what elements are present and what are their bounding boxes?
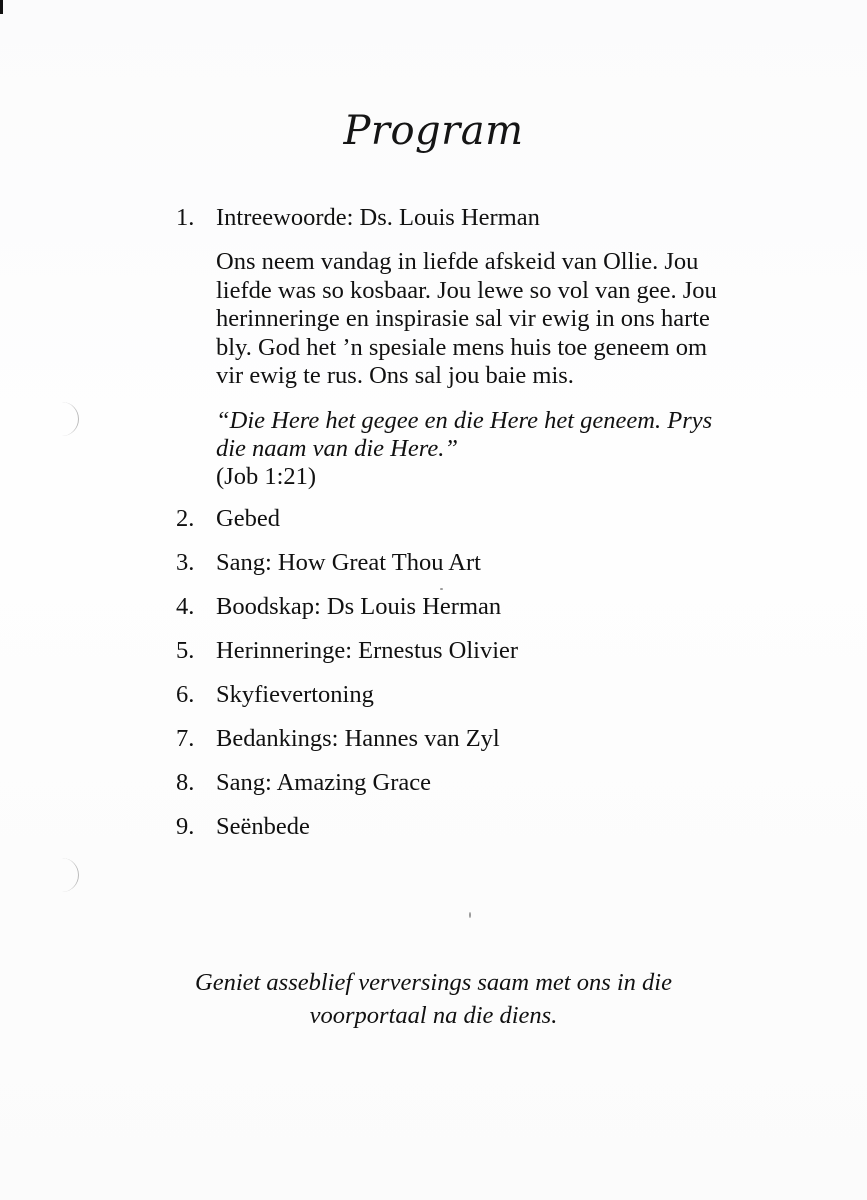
page-title: Program [343,108,524,154]
item-text: Bedankings: Hannes van Zyl [216,724,500,752]
closing-line-2: voorportaal na die diens. [309,1002,558,1029]
item-number: 7. [176,724,195,752]
item-number: 1. [176,204,195,231]
item-text: Sang: How Great Thou Art [216,548,481,576]
closing-note [0,966,867,1032]
scan-speck [469,912,471,918]
item-text: Intreewoorde: Ds. Louis Herman [216,204,540,231]
item-number: 6. [176,680,195,708]
program-item-3 [176,549,736,577]
intro-paragraph: Ons neem vandag in liefde afskeid van Ollie. Jou liefde was so kosbaar. Jou lewe so vol van gee. Jou herinneringe en inspirasie sal vir ewig in ons harte bly. God het ’n spesiale mens huis toe geneem om vir ewig te rus. Ons sal jou baie mis. [216,248,717,389]
item-text: Gebed [216,504,280,532]
item-number: 2. [176,504,195,532]
scripture-quote: “Die Here het gegee en die Here het geneem. Prys die naam van die Here.” [216,406,713,462]
program-item-6 [176,681,736,709]
scan-corner-mark [0,0,3,14]
program-item-8 [176,769,736,797]
item-text: Boodskap: Ds Louis Herman [216,592,502,620]
program-item-9 [176,813,736,841]
item-number: 4. [176,592,195,620]
item-text: Skyfievertoning [216,680,374,708]
program-remaining-items [176,505,736,841]
program-item-1 [176,204,736,232]
program-item-7 [176,725,736,753]
item-number: 8. [176,768,195,796]
program-item-5 [176,637,736,665]
closing-line-1: Geniet asseblief verversings saam met ons in die [195,969,672,996]
item-number: 9. [176,812,195,840]
punch-hole-top [52,402,79,436]
program-item-2 [176,505,736,533]
item-number: 5. [176,636,195,664]
item-number: 3. [176,548,195,576]
item-text: Herinneringe: Ernestus Olivier [216,636,519,664]
item-text: Seënbede [216,812,310,840]
program-list [176,204,736,841]
program-item-4 [176,593,736,621]
scripture-reference: (Job 1:21) [216,462,317,490]
item-text: Sang: Amazing Grace [216,768,431,796]
punch-hole-bottom [52,858,79,892]
